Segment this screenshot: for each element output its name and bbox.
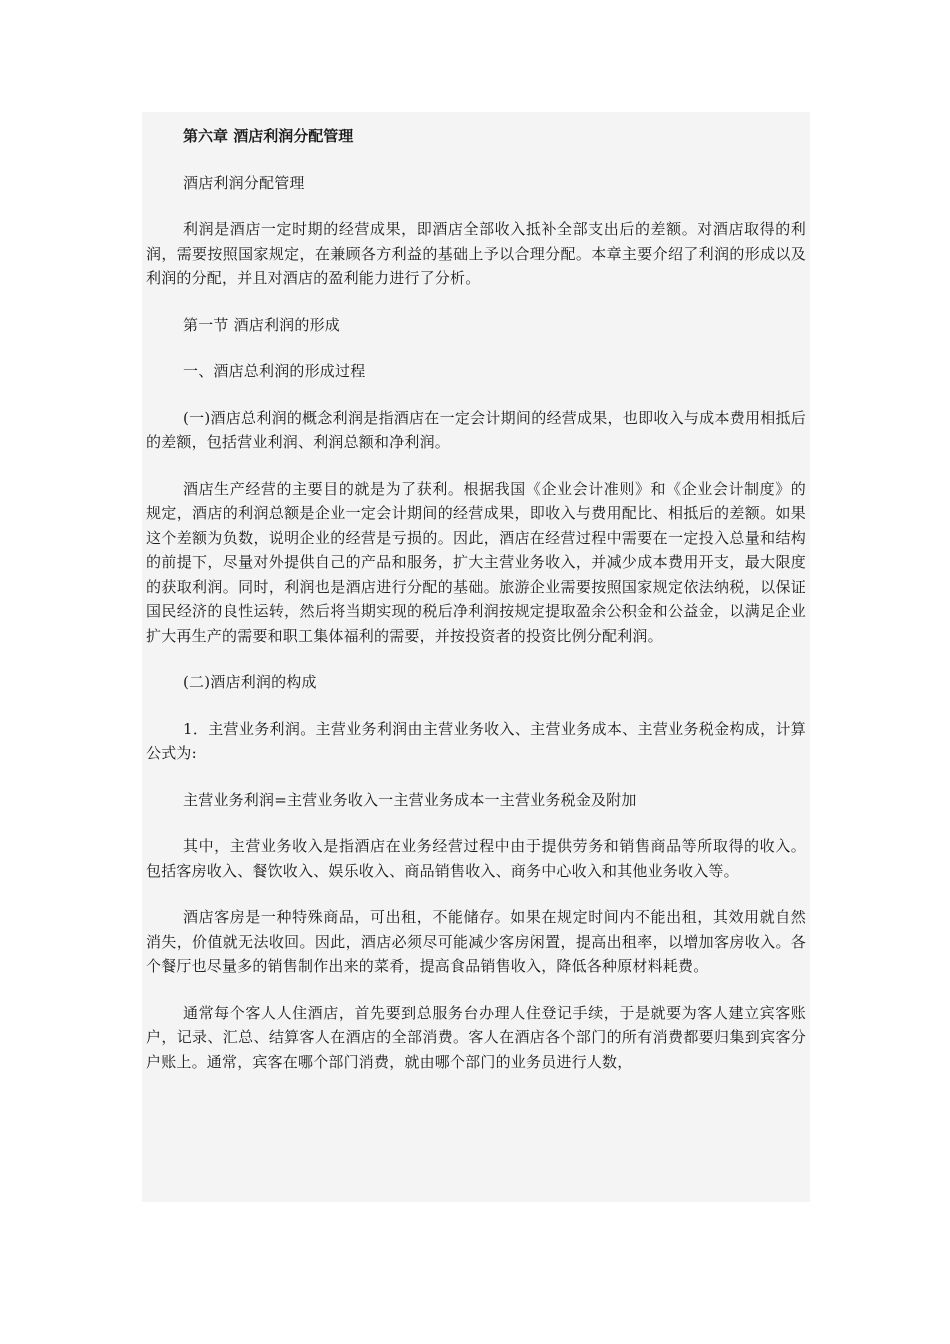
concept-paragraph: (一)酒店总利润的概念利润是指酒店在一定会计期间的经营成果，也即收入与成本费用相抵后的差额，包括营业利润、利润总额和净利润。 (146, 408, 806, 451)
document-subtitle: 酒店利润分配管理 (183, 173, 305, 192)
purpose-paragraph: 酒店生产经营的主要目的就是为了获利。根据我国《企业会计准则》和《企业会计制度》的规定，酒店的利润总额是企业一定会计期间的经营成果，即收入与费用配比、相抵后的差额。如果这个差额为负数，说明企业的经营是亏损的。因此，酒店在经营过程中需要在一定投入总量和结构的前提下，尽量对外提供自己的产品和服务，扩大主营业务收入，并减少成本费用开支，最大限度的获取利润。同时，利润也是酒店进行分配的基础。旅游企业需要按照国家规定依法纳税，以保证国民经济的良性运转，然后将当期实现的税后净利润按规定提取盈余公积金和公益金，以满足企业扩大再生产的需要和职工集体福利的需要，并按投资者的投资比例分配利润。 (146, 479, 806, 645)
subsection-title: 一、酒店总利润的形成过程 (183, 362, 366, 380)
room-paragraph: 酒店客房是一种特殊商品，可出租，不能储存。如果在规定时间内不能出租，其效用就自然消失，价值就无法收回。因此，酒店必须尽可能减少客房闲置，提高出租率，以增加客房收入。各个餐厅也尽量多的销售制作出来的菜肴，提高食品销售收入，降低各种原材料耗费。 (146, 908, 806, 975)
document-body (146, 124, 806, 1074)
revenue-paragraph: 其中，主营业务收入是指酒店在业务经营过程中由于提供劳务和销售商品等所取得的收入。包括客房收入、餐饮收入、娱乐收入、商品销售收入、商务中心收入和其他业务收入等。 (146, 837, 806, 880)
chapter-title: 第六章 酒店利润分配管理 (183, 127, 354, 145)
intro-paragraph: 利润是酒店一定时期的经营成果，即酒店全部收入抵补全部支出后的差额。对酒店取得的利润，需要按照国家规定，在兼顾各方利益的基础上予以合理分配。本章主要介绍了利润的形成以及利润的分配，并且对酒店的盈利能力进行了分析。 (146, 220, 806, 287)
section-title: 第一节 酒店利润的形成 (183, 315, 340, 334)
main-profit-paragraph: 1．主营业务利润。主营业务利润由主营业务收入、主营业务成本、主营业务税金构成，计算公式为: (146, 719, 806, 762)
checkin-paragraph: 通常每个客人人住酒店，首先要到总服务台办理人住登记手续，于是就要为客人建立宾客账户，记录、汇总、结算客人在酒店的全部消费。客人在酒店各个部门的所有消费都要归集到宾客分户账上。通常，宾客在哪个部门消费，就由哪个部门的业务员进行人数， (146, 1003, 806, 1071)
formula-line: 主营业务利润=主营业务收入一主营业务成本一主营业务税金及附加 (183, 790, 637, 809)
composition-title: (二)酒店利润的构成 (183, 673, 317, 691)
